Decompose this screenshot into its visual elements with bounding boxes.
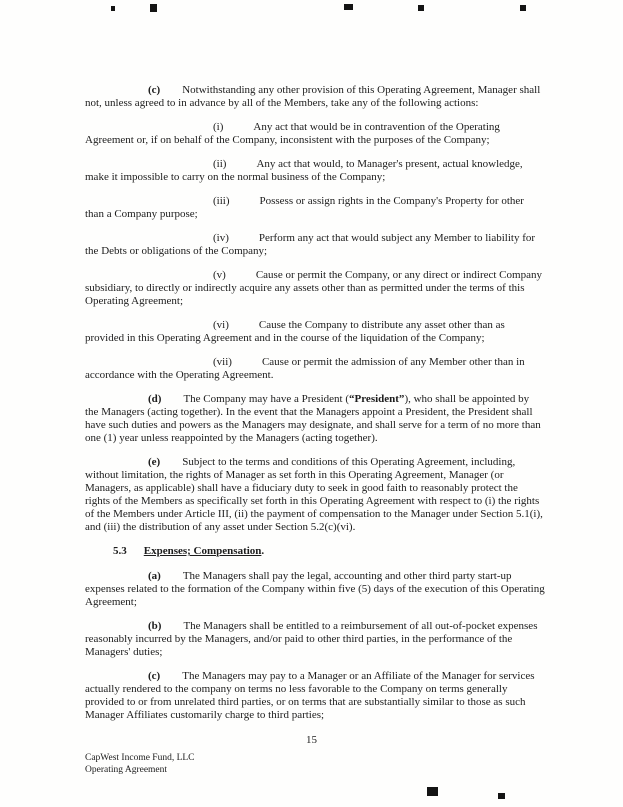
paragraph-label: (i) <box>213 121 224 133</box>
paragraph-text: Subject to the terms and conditions of this Operating Agreement, including, without limitation, the rights of Manager as set forth in this Operating Agreement, Manager (or Managers, as applicable) shall have a fiduciary duty to seek in good faith to reasonably protect the rights of the Members as specifically set forth in this Operating Agreement with respect to (i) the rights of the Members under Article III, (ii) the payment of compensation to the Manager under Section 5.1(i), and (iii) the distribution of any asset under Section 5.2(c)(vi). <box>85 456 543 533</box>
paragraph-text: The Managers may pay to a Manager or an Affiliate of the Manager for services actually rendered to the company on terms no less favorable to the Company on terms generally provided to or from unrelated third parties, or on terms that are substantially similar to those as such Manager Affiliates customarily charge to third parties; <box>85 670 535 721</box>
paragraph-d <box>85 393 545 445</box>
document-body <box>85 84 545 733</box>
scan-artifact <box>150 4 157 12</box>
paragraph-e <box>85 456 545 534</box>
footer-document-title: Operating Agreement <box>85 765 168 775</box>
document-footer <box>85 752 195 776</box>
paragraph-text: ), who shall be appointed by the Managers (acting together). In the event that the Managers appoint a President, the President shall have such duties and powers as the Managers may designate, and shall serve for a term of no more than one (1) year unless reappointed by the Managers (acting together). <box>85 393 541 444</box>
paragraph-b <box>85 620 545 659</box>
scan-artifact <box>344 4 353 10</box>
paragraph-i <box>85 121 545 147</box>
footer-company-name: CapWest Income Fund, LLC <box>85 753 195 763</box>
paragraph-text: The Managers shall pay the legal, accounting and other third party start-up expenses related to the formation of the Company within five (5) days of the execution of this Operating Agreement; <box>85 570 545 608</box>
paragraph-a <box>85 570 545 609</box>
paragraph-label: (vii) <box>213 356 232 368</box>
paragraph-text: Any act that would be in contravention of the Operating Agreement or, if on behalf of the Company, inconsistent with the purposes of the Company; <box>85 121 500 146</box>
defined-term-president: “President” <box>349 393 405 405</box>
paragraph-iii <box>85 195 545 221</box>
paragraph-text: Perform any act that would subject any Member to liability for the Debts or obligations of the Company; <box>85 232 536 257</box>
paragraph-label: (iii) <box>213 195 230 207</box>
paragraph-iv <box>85 232 545 258</box>
paragraph-c <box>85 84 545 110</box>
section-number: 5.3 <box>113 545 127 557</box>
paragraph-label: (b) <box>148 620 162 632</box>
paragraph-text: Any act that would, to Manager's present, actual knowledge, make it impossible to carry on the normal business of the Company; <box>85 158 523 183</box>
paragraph-vi <box>85 319 545 345</box>
paragraph-text: Cause the Company to distribute any asset other than as provided in this Operating Agreement and in the course of the liquidation of the Company; <box>85 319 505 344</box>
paragraph-label: (vi) <box>213 319 229 331</box>
section-heading-5-3 <box>85 545 545 558</box>
scan-artifact <box>418 5 424 11</box>
paragraph-ii <box>85 158 545 184</box>
section-title-period: . <box>261 545 265 557</box>
scan-artifact <box>520 5 526 11</box>
paragraph-vii <box>85 356 545 382</box>
paragraph-text: The Company may have a President ( <box>183 393 350 405</box>
paragraph-label: (c) <box>148 670 161 682</box>
paragraph-c-expenses <box>85 670 545 722</box>
paragraph-label: (ii) <box>213 158 227 170</box>
paragraph-v <box>85 269 545 308</box>
paragraph-text: The Managers shall be entitled to a reimbursement of all out-of-pocket expenses reasonably incurred by the Managers, and/or paid to other third parties, in the performance of the Managers' duties; <box>85 620 538 658</box>
paragraph-label: (c) <box>148 84 161 96</box>
paragraph-label: (d) <box>148 393 162 405</box>
paragraph-text: Possess or assign rights in the Company's Property for other than a Company purpose; <box>85 195 524 220</box>
paragraph-label: (v) <box>213 269 226 281</box>
page-number: 15 <box>306 734 317 746</box>
paragraph-text: Notwithstanding any other provision of this Operating Agreement, Manager shall not, unless agreed to in advance by all of the Members, take any of the following actions: <box>85 84 541 109</box>
paragraph-label: (iv) <box>213 232 229 244</box>
scan-artifact <box>498 793 505 799</box>
section-title: Expenses; Compensation <box>143 545 262 557</box>
scan-artifact <box>427 787 438 796</box>
paragraph-text: Cause or permit the admission of any Member other than in accordance with the Operating Agreement. <box>85 356 525 381</box>
paragraph-label: (e) <box>148 456 161 468</box>
scan-artifact <box>111 6 115 11</box>
paragraph-text: Cause or permit the Company, or any direct or indirect Company subsidiary, to directly or indirectly acquire any assets other than as permitted under the terms of this Operating Agreement; <box>85 269 542 307</box>
paragraph-label: (a) <box>148 570 161 582</box>
